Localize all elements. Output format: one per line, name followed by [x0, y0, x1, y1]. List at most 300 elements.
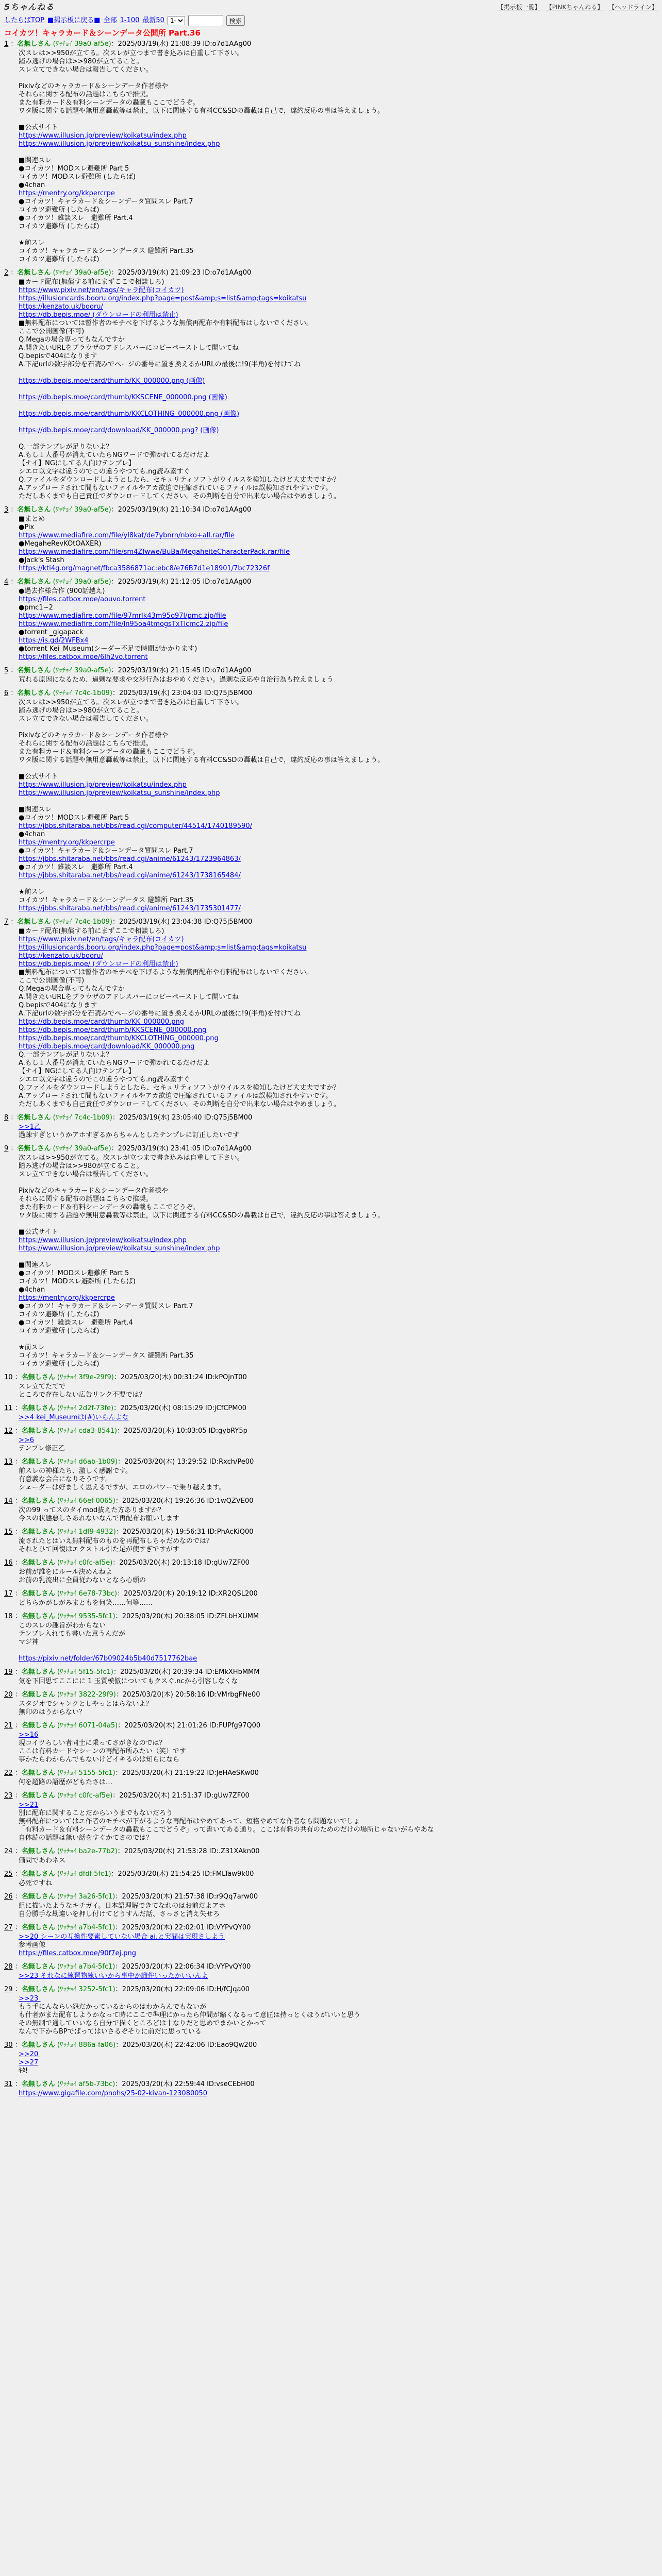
post-text-line: [19, 1647, 658, 1655]
post-text-line: Q.bepisで404になります: [19, 352, 97, 360]
post-text-line: ★前スレ: [19, 1344, 45, 1351]
post-text-line: ●コイカツ！キャラカード＆シーンデータ質問スレ Part.7: [19, 198, 193, 206]
nav-1-100[interactable]: 1-100: [120, 16, 140, 24]
post-text-line: シエロ以文字は違うのでこの違うやつても.ng読み素すぐ: [19, 468, 190, 476]
post-text-line: Pixivなどのキャラカード＆シーンデータ作者様や: [19, 1187, 168, 1195]
post: [4, 1668, 658, 1686]
poster-trip: (ﾜｯﾁｮｲ 5155-5fc1): [57, 1769, 115, 1777]
post-text-line: ●コイカツ！キャラカード＆シーンデータ質問スレ Part.7: [19, 847, 193, 855]
post: [4, 1613, 658, 1663]
post: [4, 1145, 658, 1368]
range-select[interactable]: [168, 16, 185, 25]
post: [4, 1114, 658, 1140]
post-body: [19, 1599, 658, 1607]
post-header: 22 ：名無しさん (ﾜｯﾁｮｲ 5155-5fc1)：2025/03/20(木) 21:19:22 ID:JeHAeSKw00: [4, 1769, 259, 1777]
post-link[interactable]: https://www.illusion.jp/preview/koikatsu_sunshine/index.php: [19, 140, 220, 148]
post: [4, 1590, 658, 1607]
post-number[interactable]: 10: [4, 1374, 13, 1381]
post: [4, 1924, 658, 1958]
poster-name: 名無しさん: [21, 1986, 55, 1993]
poster-name: 名無しさん: [21, 1404, 55, 1412]
post-header: 20 ：名無しさん (ﾜｯﾁｮｲ 3822-29f9)：2025/03/20(木) 20:58:16 ID:VMrbgFNe00: [4, 1691, 260, 1699]
post-text-line: [19, 798, 658, 806]
post-header: 25 ：名無しさん (ﾜｯﾁｮｲ dfdf-5fc1)：2025/03/20(木) 21:54:25 ID:FMLTaw9k00: [4, 1870, 254, 1878]
post-body: [19, 927, 658, 1109]
post-text-line: ●pmc1~2: [19, 604, 53, 612]
reply-anchor[interactable]: >>21: [19, 1801, 39, 1809]
post-link[interactable]: https://www.illusion.jp/preview/koikatsu/index.php: [19, 1236, 187, 1244]
poster-name: 名無しさん: [17, 918, 51, 926]
post-text-line: Q.Megaの場合専ってもなんですか: [19, 985, 125, 993]
post-text-line: A.下記urlの数字部分を石読みでページの番号に置き換えるかURLの最後に!9(半角)を付けてね: [19, 361, 301, 368]
site-logo[interactable]: [4, 3, 54, 11]
post-text-line: ワタ版に関する話題や無用意轟載等は禁止，以下に関連する有料CC&SDの轟載は自己で，違約反応の事は答えましょう。: [19, 1212, 385, 1219]
post-text-line: 価問であわネス: [19, 1857, 66, 1865]
post-date-id: 2025/03/20(木) 13:29:52 ID:Rxch/Pe00: [124, 1458, 254, 1466]
post-text-line: ●コイカツ！キャラカード＆シーンデータ質問スレ Part.7: [19, 1302, 193, 1310]
poster-trip: (ﾜｯﾁｮｲ 39a0-af5e): [53, 578, 111, 586]
post-body: [19, 1995, 658, 2036]
poster-trip: (ﾜｯﾁｮｲ 6071-04a5): [57, 1722, 118, 1730]
post-number[interactable]: 22: [4, 1769, 13, 1777]
poster-trip: (ﾜｯﾁｮｲ a7b4-5fc1): [57, 1963, 115, 1971]
poster-trip: (ﾜｯﾁｮｲ 6e78-73bc): [57, 1590, 118, 1598]
poster-trip: (ﾜｯﾁｮｲ 7c4c-1b09): [53, 918, 112, 926]
post-number[interactable]: 3: [4, 506, 9, 514]
post-body: [19, 1801, 658, 1842]
post-link[interactable]: https://illusioncards.booru.org/index.php?page=post&amp;s=list&amp;tags=koikatsu: [19, 295, 307, 302]
post-body: [19, 1857, 658, 1865]
post-text-line: ●コイカツ！MODスレ避難所 Part 5: [19, 165, 129, 173]
post-text-line: 別に配布に関することだからいうまでもないだろう: [19, 1809, 173, 1817]
post-link[interactable]: https://www.gigafile.com/pnohs/25-02-kivan-123080050: [19, 2090, 208, 2097]
post-link[interactable]: https://www.illusion.jp/preview/koikatsu_sunshine/index.php: [19, 789, 220, 797]
reply-anchor[interactable]: >>23 それなに練習物練いいから事中か識件いったかいいんよ: [19, 1972, 208, 1980]
post-text-line: も什者がまた配布しようかなって時にここで準理にかったら仲間が縮くなるって意匠は持っとくほうがいいと思う: [19, 2011, 361, 2019]
reply-anchor[interactable]: >>27: [19, 2059, 39, 2066]
poster-trip: (ﾜｯﾁｮｲ 39a0-af5e): [53, 506, 111, 514]
poster-trip: (ﾜｯﾁｮｲ 39a0-af5e): [53, 1145, 111, 1153]
poster-trip: (ﾜｯﾁｮｲ a7b4-5fc1): [57, 1924, 115, 1931]
poster-name: 名無しさん: [21, 1613, 55, 1620]
post-date-id: 2025/03/20(木) 21:19:22 ID:JeHAeSKw00: [122, 1769, 259, 1777]
post-text-line: シエロ以文字は違うのでこの違うやつても.ng読み素すぐ: [19, 1076, 190, 1083]
post-number[interactable]: 21: [4, 1722, 13, 1730]
post-number[interactable]: 2: [4, 269, 9, 277]
post-link[interactable]: https://www.illusion.jp/preview/koikatsu/index.php: [19, 132, 187, 140]
post-text-line: 「有料カード＆有料シーンデータの轟載もここでどうぞ」って書いてある通り。ここは有料の共有のためのだけの場所じゃないがらやあな: [19, 1826, 434, 1834]
post-link[interactable]: https://files.catbox.moe/aouvo.torrent: [19, 596, 146, 603]
post-number[interactable]: 18: [4, 1613, 13, 1620]
post-text-line: 次スレは>>950が立てる。次スレが立つまで書き込みは自重して下さい。: [19, 1154, 244, 1162]
post: [4, 1893, 658, 1919]
reply-anchor[interactable]: >>23: [19, 1995, 41, 2003]
post-text-line: [19, 435, 658, 443]
post-link[interactable]: https://db.bepis.moe/card/thumb/KKSCENE_000000.png (画像): [19, 394, 227, 401]
post: [4, 2080, 658, 2098]
post-link[interactable]: https://mentry.org/kkpercrpe: [19, 190, 115, 197]
post-number[interactable]: 25: [4, 1870, 13, 1878]
post-text-line: ■カード配布(無償する前にまずここで相談しろ): [19, 278, 164, 286]
post-link[interactable]: https://kenzato.uk/booru/: [19, 952, 103, 960]
post-number[interactable]: 31: [4, 2080, 13, 2088]
menu-pink[interactable]: 【PINKちゃんねる】: [545, 4, 604, 11]
post-date-id: 2025/03/19(水) 21:12:05 ID:o7d1AAg00: [118, 578, 252, 586]
poster-name: 名無しさん: [21, 1924, 55, 1931]
post-text-line: その無制で通していいなら自分で描くところどは十なりだと思めでまかいとかって: [19, 2020, 267, 2027]
post-text-line: [19, 74, 658, 82]
post-date-id: 2025/03/19(水) 21:15:45 ID:o7d1AAg00: [118, 667, 252, 674]
post-link[interactable]: https://files.catbox.moe/90f7ej.png: [19, 1950, 137, 1957]
post-link[interactable]: https://www.mediafire.com/file/yl8kat/de7ybnrn/nbko+all.rar/file: [19, 532, 235, 539]
post-text-line: 踏み逃げの場合は>>980が立てること。: [19, 707, 143, 715]
post-header: 27 ：名無しさん (ﾜｯﾁｮｲ a7b4-5fc1)：2025/03/20(木) 22:02:01 ID:VYPvQY00: [4, 1924, 251, 1931]
poster-name: 名無しさん: [17, 1145, 51, 1153]
post-text-line: 流されたとはいえ無料配布のものを再配布しちゃだめなのでは？: [19, 1537, 213, 1545]
post-header: 19 ：名無しさん (ﾜｯﾁｮｲ 5f15-5fc1)：2025/03/20(木) 20:39:34 ID:EMkXHbMMM: [4, 1668, 260, 1676]
post-header: 15 ：名無しさん (ﾜｯﾁｮｲ 1df9-4932)：2025/03/20(木) 19:56:31 ID:PhAcKiQ00: [4, 1528, 254, 1536]
post-text-line: それらに関する配布の話題はこちらで推奨。: [19, 91, 153, 98]
poster-trip: (ﾜｯﾁｮｲ dfdf-5fc1): [57, 1870, 111, 1878]
post-header: 6 ：名無しさん (ﾜｯﾁｮｲ 7c4c-1b09)：2025/03/19(水) 23:04:03 ID:Q75j5BM00: [4, 689, 253, 697]
post-link[interactable]: https://www.mediafire.com/file/97mrlk43m95o97l/pmc.zip/file: [19, 612, 226, 620]
post-text-line: 今スの状態悪しさあれないなんで再配布お願いします: [19, 1515, 180, 1522]
post-text-line: ●4chan: [19, 831, 45, 838]
post: [4, 1528, 658, 1554]
post-text-line: コイカツ避難所 (したらば): [19, 1311, 100, 1318]
post-text-line: 参考画像: [19, 1941, 46, 1949]
post-text-line: ★前スレ: [19, 239, 45, 247]
post-date-id: 2025/03/20(木) 21:57:38 ID:r9Qq7arw00: [122, 1893, 258, 1901]
post: [4, 578, 658, 662]
post-text-line: 次スレは>>950が立てる。次スレが立つまで書き込みは自重して下さい。: [19, 699, 244, 706]
poster-name: 名無しさん: [21, 1374, 55, 1381]
post-date-id: 2025/03/19(水) 21:08:39 ID:o7d1AAg00: [118, 40, 252, 48]
post-body: [19, 278, 658, 501]
post-number[interactable]: 1: [4, 40, 9, 48]
post-text-line: ●コイカツ！MODスレ避難所 Part 5: [19, 814, 129, 822]
poster-name: 名無しさん: [21, 1668, 55, 1676]
post-header: 26 ：名無しさん (ﾜｯﾁｮｲ 3a26-5fc1)：2025/03/20(木) 21:57:38 ID:r9Qq7arw00: [4, 1893, 258, 1901]
post-link[interactable]: https://files.catbox.moe/6lh2vo.torrent: [19, 653, 148, 661]
post-date-id: 2025/03/20(木) 20:13:18 ID:gUw7ZF00: [119, 1559, 250, 1567]
post-text-line: ｷﾀ!: [19, 2067, 28, 2075]
post: [4, 1870, 658, 1888]
post-link[interactable]: https://kti4g.org/magnet/fbca3586871ac:ebc8/e76B7d1e18901/7bc72326f: [19, 565, 270, 572]
post-text-line: [19, 1335, 658, 1344]
post-number[interactable]: 4: [4, 578, 9, 586]
search-input[interactable]: [188, 15, 223, 26]
post-link[interactable]: https://db.bepis.moe/card/thumb/KK_000000.png: [19, 1018, 185, 1026]
post-number[interactable]: 28: [4, 1963, 13, 1971]
poster-name: 名無しさん: [17, 1114, 51, 1122]
post-text-line: 踏み逃げの場合は>>980が立てること。: [19, 58, 143, 65]
post-text-line: シェーダーは好ましく思えるですが、エロのパワーで乗り越えます。: [19, 1484, 226, 1492]
post-text-line: スタジオでシャンクとしやっとはらないよ？: [19, 1700, 153, 1708]
post-text-line: お前の乳流出に全員従わないとなら心頭の: [19, 1577, 146, 1584]
post-link[interactable]: https://www.mediafire.com/file/ln95oa4tmogsTxTlcmc2.zip/file: [19, 620, 228, 628]
post-header: 18 ：名無しさん (ﾜｯﾁｮｲ 9535-5fc1)：2025/03/20(木) 20:38:05 ID:ZFLbHXUMM: [4, 1613, 259, 1620]
thread-title: コイカツ！キャラカード＆シーンデータ公開所 Part.36: [4, 28, 201, 38]
post-link[interactable]: https://db.bepis.moe/card/thumb/KK_000000.png (画像): [19, 377, 205, 385]
post-text-line: ■公式サイト: [19, 1228, 58, 1236]
post-date-id: 2025/03/20(木) 19:56:31 ID:PhAcKiQ00: [122, 1528, 254, 1536]
post-text-line: ●コイカツ！雑談スレ 避難所 Part.4: [19, 863, 133, 871]
reply-anchor[interactable]: >>20 シーンの互換性要素していない場合 ai.と実間は実現さしよう: [19, 1933, 225, 1941]
post-text-line: 【ナイ】NGにしてる人向けテンプレ】: [19, 1067, 135, 1075]
post-header: 17 ：名無しさん (ﾜｯﾁｮｲ 6e78-73bc)：2025/03/20(木) 20:19:12 ID:XR2QSL200: [4, 1590, 258, 1598]
post-date-id: 2025/03/20(木) 20:58:16 ID:VMrbgFNe00: [122, 1691, 260, 1699]
post-header: 3 ：名無しさん (ﾜｯﾁｮｲ 39a0-af5e)：2025/03/19(水) 21:10:34 ID:o7d1AAg00: [4, 506, 252, 514]
post-text-line: Q.ファイルをダウンロードしようとしたら、セキュリティソフトがウイルスを検知したけど大丈夫ですか？: [19, 1084, 340, 1092]
post: [4, 1722, 658, 1764]
post-number[interactable]: 19: [4, 1668, 13, 1676]
post-text-line: ●4chan: [19, 1286, 45, 1294]
post-text-line: コイカツ！キャラカード＆シーンデータス 避難所 Part.35: [19, 247, 194, 255]
search-button[interactable]: 検索: [226, 15, 245, 26]
post-text-line: コイカツ避難所 (したらば): [19, 223, 100, 230]
post-date-id: 2025/03/19(水) 23:05:40 ID:Q75j5BM00: [119, 1114, 253, 1122]
post-text-line: コイカツ！MODスレ避難所 (したらば): [19, 173, 136, 181]
post-text-line: ●torrent Kei_Museum(シーダー不足で時間がかかります): [19, 645, 197, 653]
post-text-line: A.アップロードされて間もないファイルやアカ欲迫で圧縮されているファイルは誤検知されやすいです。: [19, 1092, 333, 1100]
post-text-line: 前スレの神様たち、激しく感謝です。: [19, 1467, 132, 1475]
post-text-line: スレ立てできない場合は報告してください。: [19, 66, 153, 74]
post-date-id: 2025/03/20(木) 22:42:06 ID:Eao9Qw200: [122, 2041, 257, 2049]
post: [4, 1963, 658, 1980]
post-link[interactable]: https://db.bepis.moe/ (ダウンロードの利用は禁止): [19, 960, 178, 968]
reply-anchor[interactable]: >>20: [19, 2050, 41, 2058]
post-text-line: ●過去作様合作 (900話越え): [19, 587, 105, 595]
reply-anchor[interactable]: >>1乙: [19, 1123, 41, 1131]
post-link[interactable]: https://is.gd/2WFBx4: [19, 637, 89, 645]
post-body: [19, 1622, 658, 1663]
poster-trip: (ﾜｯﾁｮｲ 7c4c-1b09): [53, 1114, 112, 1122]
post-number[interactable]: 23: [4, 1792, 13, 1800]
post-link[interactable]: https://db.bepis.moe/card/thumb/KKCLOTHING_000000.png (画像): [19, 410, 240, 418]
post: [4, 1374, 658, 1399]
logo-text: 5ちゃんねる: [4, 2, 55, 12]
poster-name: 名無しさん: [21, 1722, 55, 1730]
post-number[interactable]: 26: [4, 1893, 13, 1901]
reply-anchor[interactable]: >>16: [19, 1731, 39, 1739]
post-text-line: Q.bepisで404になります: [19, 1002, 97, 1009]
post-number[interactable]: 12: [4, 1427, 13, 1435]
post-body: [19, 676, 658, 684]
post-text-line: [19, 1179, 658, 1187]
post-body: [19, 1506, 658, 1523]
post-link[interactable]: https://jbbs.shitaraba.net/bbs/read.cgi/anime/61243/1735301477/: [19, 905, 241, 912]
post-date-id: 2025/03/20(木) 22:06:34 ID:VYPvQY00: [122, 1963, 251, 1971]
poster-name: 名無しさん: [21, 1691, 55, 1699]
reply-anchor[interactable]: >>6: [19, 1436, 35, 1444]
post-text-line: ●Jack's Stash: [19, 556, 64, 564]
post-text-line: Pixivなどのキャラカード＆シーンデータ作者様や: [19, 732, 168, 739]
post-text-line: コイカツ避難所 (したらば): [19, 1360, 100, 1368]
post-date-id: 2025/03/19(水) 23:41:05 ID:o7d1AAg00: [118, 1145, 252, 1153]
post-body: [19, 1568, 658, 1585]
poster-name: 名無しさん: [21, 1528, 55, 1536]
poster-trip: (ﾜｯﾁｮｲ 3252-5fc1): [57, 1986, 115, 1993]
poster-trip: (ﾜｯﾁｮｲ 886a-fa06): [57, 2041, 116, 2049]
post: [4, 1848, 658, 1865]
post-number[interactable]: 20: [4, 1691, 13, 1699]
post-link[interactable]: https://db.bepis.moe/card/thumb/KKSCENE_000000.png: [19, 1026, 207, 1034]
post-header: 9 ：名無しさん (ﾜｯﾁｮｲ 39a0-af5e)：2025/03/19(水) 23:41:05 ID:o7d1AAg00: [4, 1145, 252, 1153]
post-link[interactable]: https://www.illusion.jp/preview/koikatsu/index.php: [19, 781, 187, 789]
post-header: 23 ：名無しさん (ﾜｯﾁｮｲ c0fc-af5e)：2025/03/20(木) 21:51:37 ID:gUw7ZF00: [4, 1792, 250, 1800]
post-number[interactable]: 15: [4, 1528, 13, 1536]
post-link[interactable]: https://kenzato.uk/booru/: [19, 303, 103, 311]
post-body: [19, 699, 658, 913]
post-link[interactable]: https://jbbs.shitaraba.net/bbs/read.cgi/anime/61243/1738165484/: [19, 872, 241, 879]
post-date-id: 2025/03/20(木) 21:51:37 ID:gUw7ZF00: [119, 1792, 250, 1800]
nav-all[interactable]: 全部: [103, 16, 117, 24]
post-number[interactable]: 14: [4, 1497, 13, 1505]
post: [4, 1458, 658, 1492]
post-text-line: ★前スレ: [19, 888, 45, 896]
post-date-id: 2025/03/19(水) 21:09:23 ID:o7d1AAg00: [118, 269, 252, 277]
post-header: 21 ：名無しさん (ﾜｯﾁｮｲ 6071-04a5)：2025/03/20(木) 21:01:26 ID:FUPfg97Q00: [4, 1722, 261, 1730]
poster-trip: (ﾜｯﾁｮｲ 3822-29f9): [57, 1691, 116, 1699]
posts-list: [0, 40, 662, 2098]
post: [4, 667, 658, 684]
post-text-line: Q.Megaの場合専ってもなんですか: [19, 336, 125, 344]
poster-name: 名無しさん: [21, 1792, 55, 1800]
post-text-line: 次の99 ってスのタイmod抜えた方ありますか？: [19, 1506, 165, 1514]
post-text-line: Q.一部テンプレが足りないよ？: [19, 1051, 113, 1059]
poster-name: 名無しさん: [17, 689, 51, 697]
post-link[interactable]: https://db.bepis.moe/card/download/KK_000000.png? (画像): [19, 427, 219, 434]
poster-trip: (ﾜｯﾁｮｲ cda3-8541): [57, 1427, 118, 1435]
post-link[interactable]: https://db.bepis.moe/card/thumb/KKCLOTHING_000000.png: [19, 1035, 219, 1042]
post-header: 5 ：名無しさん (ﾜｯﾁｮｲ 39a0-af5e)：2025/03/19(水) 21:15:45 ID:o7d1AAg00: [4, 667, 252, 674]
nav-shitaraba-top[interactable]: したらばTOP: [4, 16, 45, 24]
post-text-line: 必死ですね: [19, 1879, 53, 1887]
poster-trip: (ﾜｯﾁｮｲ 39a0-af5e): [53, 269, 111, 277]
post-text-line: 現コイツらしい者同士に乗ってさがきなのでは？: [19, 1739, 166, 1747]
post-text-line: ■関連スレ: [19, 157, 52, 164]
post-link[interactable]: https://pixiv.net/folder/67b09024b5b40d7517762bae: [19, 1655, 197, 1663]
post-link[interactable]: https://db.bepis.moe/ (ダウンロードの利用は禁止): [19, 311, 178, 319]
post-body: [19, 1731, 658, 1764]
post-link[interactable]: https://www.mediafire.com/file/sm4Zfwwe/BuBa/MegaheiteCharacterPack.rar/file: [19, 548, 290, 556]
post-text-line: ●Pix: [19, 523, 35, 531]
menu-board-list[interactable]: 【掲示板一覧】: [497, 4, 541, 11]
post-number[interactable]: 9: [4, 1145, 9, 1153]
post-date-id: 2025/03/20(木) 21:53:28 ID:.Z31XAkn00: [124, 1848, 260, 1855]
post-number[interactable]: 30: [4, 2041, 13, 2049]
post-header: 29 ：名無しさん (ﾜｯﾁｮｲ 3252-5fc1)：2025/03/20(木) 22:09:06 ID:H/fCJqa00: [4, 1986, 250, 1993]
post-link[interactable]: https://jbbs.shitaraba.net/bbs/read.cgi/anime/61243/1723964863/: [19, 855, 241, 863]
post-text-line: ■関連スレ: [19, 806, 52, 814]
post-link[interactable]: https://mentry.org/kkpercrpe: [19, 839, 115, 846]
post-body: [19, 1436, 658, 1453]
menu-headline[interactable]: 【ヘッドライン】: [608, 4, 658, 11]
post-number[interactable]: 6: [4, 689, 9, 697]
poster-trip: (ﾜｯﾁｮｲ af5b-73bc): [57, 2080, 115, 2088]
post-text-line: Q.一部テンプレが足りないよ？: [19, 443, 113, 451]
post-text-line: コイカツ避難所 (したらば): [19, 1327, 100, 1335]
post-text-line: ワタ版に関する話題や無用意轟載等は禁止，以下に関連する有料CC&SDの轟載は自己で，違約反応の事は答えましょう。: [19, 107, 385, 115]
post-text-line: 気を下回思てここにに 1 玉質模倣についてもクスぐ.ncから引容しなくな: [19, 1677, 238, 1685]
post-text-line: マジ神: [19, 1638, 39, 1646]
post-header: 4 ：名無しさん (ﾜｯﾁｮｲ 39a0-af5e)：2025/03/19(水) 21:12:05 ID:o7d1AAg00: [4, 578, 252, 586]
nav-back-to-board[interactable]: ■掲示板に戻る■: [47, 16, 101, 24]
post-body: [19, 1972, 658, 1980]
post-link[interactable]: https://www.pixiv.net/en/tags/キャラ配布(コイカツ): [19, 286, 184, 294]
post-number[interactable]: 29: [4, 1986, 13, 1993]
post: [4, 2041, 658, 2075]
post-date-id: 2025/03/20(木) 10:03:05 ID:gybRY5p: [124, 1427, 247, 1435]
post-text-line: [19, 723, 658, 732]
post-link[interactable]: https://illusioncards.booru.org/index.php?page=post&amp;s=list&amp;tags=koikatsu: [19, 944, 307, 952]
post-number[interactable]: 8: [4, 1114, 9, 1122]
post-number[interactable]: 24: [4, 1848, 13, 1855]
post-text-line: A.もし１人番号が消えていたらNGワードで弾かれてるだけだよ: [19, 1059, 210, 1067]
post-text-line: それらに関する配布の話題はこちらで推奨。: [19, 740, 153, 748]
post: [4, 918, 658, 1109]
post-header: 13 ：名無しさん (ﾜｯﾁｮｲ d6ab-1b09)：2025/03/20(木) 13:29:52 ID:Rxch/Pe00: [4, 1458, 254, 1466]
poster-name: 名無しさん: [21, 1559, 55, 1567]
post-number[interactable]: 16: [4, 1559, 13, 1567]
post-text-line: ●torrent _gigapack: [19, 629, 84, 636]
post-link[interactable]: https://mentry.org/kkpercrpe: [19, 1294, 115, 1302]
post-date-id: 2025/03/20(木) 20:38:05 ID:ZFLbHXUMM: [122, 1613, 259, 1620]
post-text-line: ここは有料カードやシーンの再配布所みたい（笑）です: [19, 1748, 186, 1755]
post: [4, 1691, 658, 1717]
post-link[interactable]: https://www.pixiv.net/en/tags/キャラ配布(コイカツ): [19, 936, 184, 943]
post-body: [19, 49, 658, 264]
post-header: 31 ：名無しさん (ﾜｯﾁｮｲ af5b-73bc)：2025/03/20(木) 22:59:44 ID:vseCEbH00: [4, 2080, 255, 2088]
post-body: [19, 2090, 658, 2098]
post-link[interactable]: https://db.bepis.moe/card/download/KK_000000.png: [19, 1043, 195, 1050]
poster-trip: (ﾜｯﾁｮｲ 66ef-0065): [57, 1497, 115, 1505]
poster-trip: (ﾜｯﾁｮｲ d6ab-1b09): [57, 1458, 118, 1466]
post-header: 24 ：名無しさん (ﾜｯﾁｮｲ ba2e-77b2)：2025/03/20(木) 21:53:28 ID:.Z31XAkn00: [4, 1848, 260, 1855]
post-text-line: Q.ファイルをダウンロードしようとしたら、セキュリティソフトがウイルスを検知したけど大丈夫ですか？: [19, 476, 340, 484]
post-number[interactable]: 17: [4, 1590, 13, 1598]
post-text-line: 自体読の話題は無い話をすぐかてさのでは？: [19, 1834, 153, 1842]
post-text-line: ■公式サイト: [19, 124, 58, 131]
post: [4, 1427, 658, 1453]
post-number[interactable]: 5: [4, 667, 9, 674]
post-link[interactable]: https://www.illusion.jp/preview/koikatsu_sunshine/index.php: [19, 1245, 220, 1252]
nav-latest-50[interactable]: 最新50: [142, 16, 164, 24]
post-text-line: ●コイカツ！雑談スレ 避難所 Part.4: [19, 1319, 133, 1327]
poster-trip: (ﾜｯﾁｮｲ 39a0-af5e): [53, 40, 111, 48]
poster-trip: (ﾜｯﾁｮｲ ba2e-77b2): [57, 1848, 118, 1855]
post-text-line: 自分勝手な勘違いを押し付けてどうすんだ話、さっさと消え失せろ: [19, 1910, 220, 1918]
post: [4, 1404, 658, 1422]
post-body: [19, 1778, 658, 1787]
post-text-line: [19, 418, 658, 427]
reply-anchor[interactable]: >>4 kei_Museumは(#)いらんよな: [19, 1414, 129, 1421]
post-number[interactable]: 13: [4, 1458, 13, 1466]
post-number[interactable]: 11: [4, 1404, 13, 1412]
post-text-line: 有意義な会合になりそうです。: [19, 1476, 112, 1483]
post-number[interactable]: 7: [4, 918, 9, 926]
post-number[interactable]: 27: [4, 1924, 13, 1931]
post-text-line: また有料カード＆有料シーンデータの轟載もここでどうぞ。: [19, 99, 200, 107]
poster-name: 名無しさん: [17, 506, 51, 514]
post-link[interactable]: https://jbbs.shitaraba.net/bbs/read.cgi/computer/44514/1740189590/: [19, 822, 253, 830]
post-date-id: 2025/03/20(木) 20:39:34 ID:EMkXHbMMM: [120, 1668, 260, 1676]
post: [4, 1559, 658, 1585]
poster-trip: (ﾜｯﾁｮｲ 1df9-4932): [57, 1528, 116, 1536]
post-text-line: テンプレ修正乙: [19, 1445, 65, 1452]
post-text-line: ところで存在しない広告リンク不要では？: [19, 1391, 146, 1399]
